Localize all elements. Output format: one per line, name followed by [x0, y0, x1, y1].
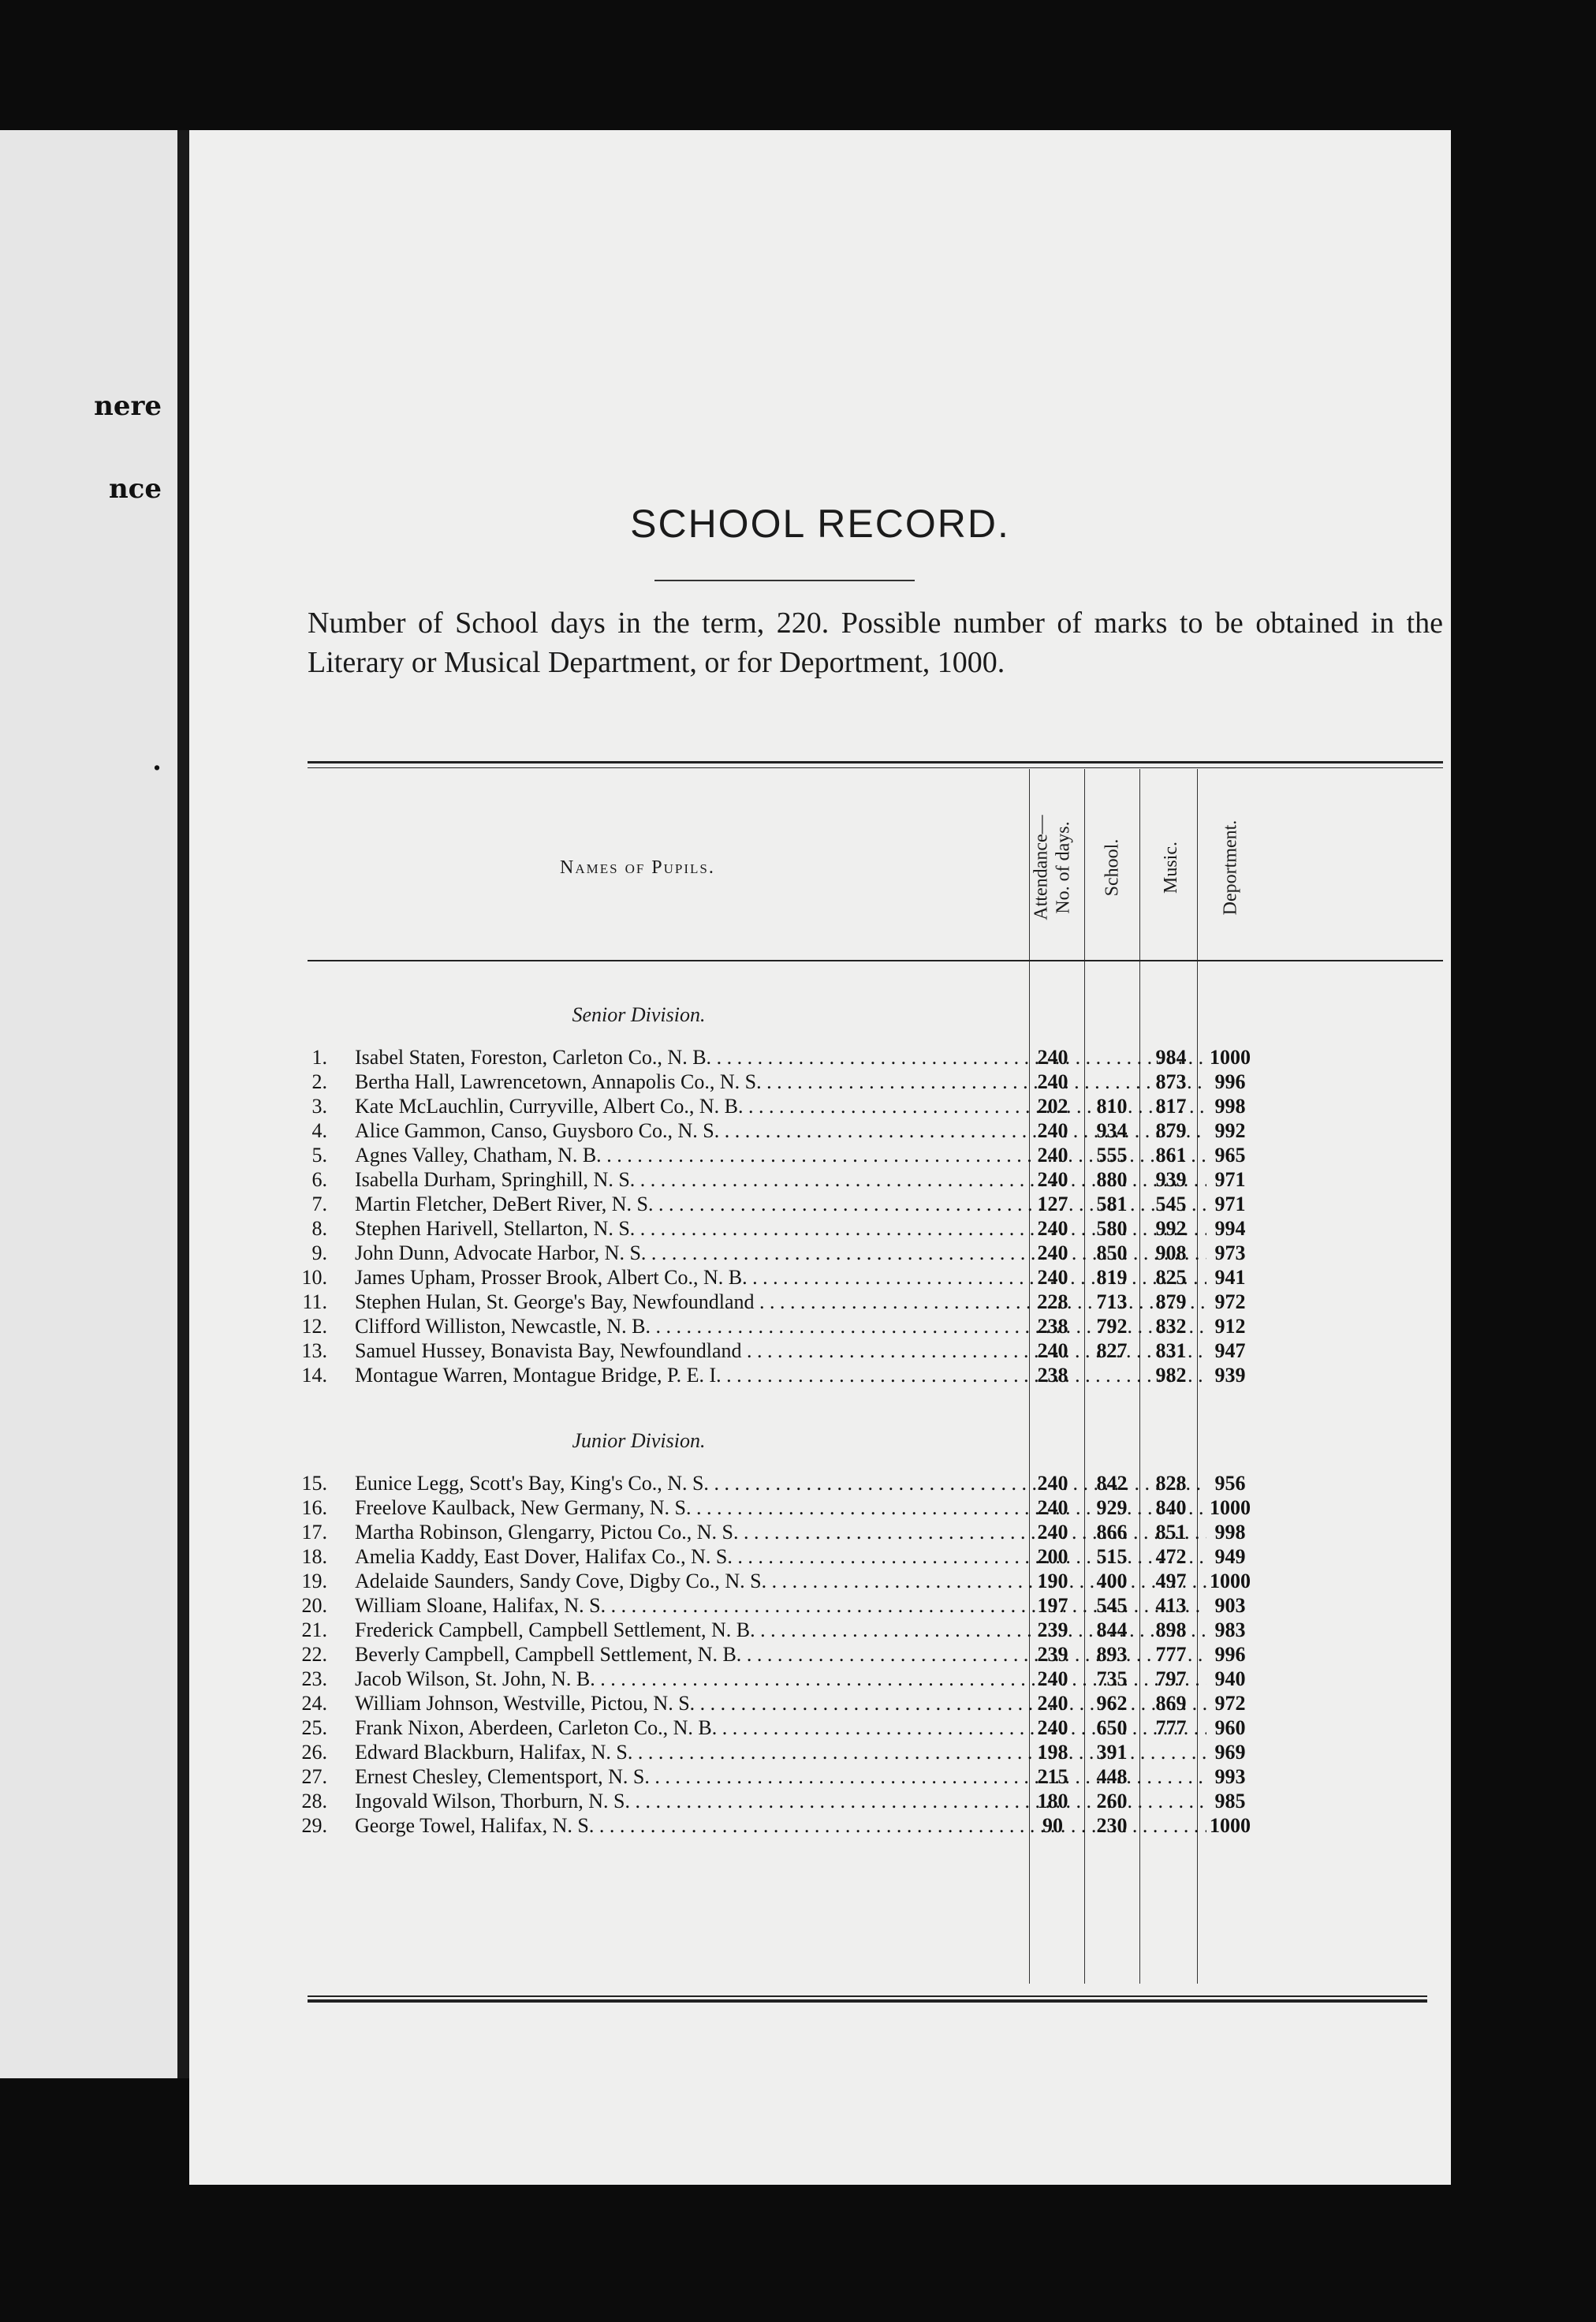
pupil-name: Martin Fletcher, DeBert River, N. S. . . .	[355, 1192, 1206, 1216]
school-mark-cell: 515	[1096, 1545, 1128, 1568]
attendance-cell: 240	[1037, 1266, 1068, 1289]
table-bottom-rule	[308, 1995, 1427, 2003]
row-number: 10.	[301, 1266, 327, 1289]
deportment-column-header	[1199, 777, 1262, 958]
table-row	[189, 1216, 1451, 1241]
school-mark-cell: 866	[1096, 1521, 1128, 1544]
deportment-header-label: Deportment.	[1220, 819, 1241, 916]
music-mark-cell: 817	[1155, 1095, 1187, 1118]
row-number: 25.	[301, 1716, 327, 1739]
school-mark-cell: 844	[1096, 1618, 1128, 1641]
pupil-name: Eunice Legg, Scott's Bay, King's Co., N. S. . . .	[355, 1471, 1206, 1495]
music-mark-cell: 828	[1155, 1472, 1187, 1495]
music-mark-cell: 879	[1155, 1290, 1187, 1313]
table-row	[189, 1520, 1451, 1544]
music-mark-cell: 413	[1155, 1594, 1187, 1617]
deportment-mark-cell: 940	[1214, 1667, 1246, 1690]
table-row	[189, 1118, 1451, 1143]
school-mark-cell: 962	[1096, 1692, 1128, 1715]
pupil-name: Adelaide Saunders, Sandy Cove, Digby Co., N. S. . . .	[355, 1569, 1206, 1593]
deportment-mark-cell: 960	[1214, 1716, 1246, 1739]
school-mark-cell: 929	[1096, 1496, 1128, 1519]
row-number: 15.	[301, 1472, 327, 1495]
table-row	[189, 1143, 1451, 1167]
pupil-name: Clifford Williston, Newcastle, N. B. . . .	[355, 1314, 1206, 1338]
attendance-cell: 240	[1037, 1521, 1068, 1544]
deportment-mark-cell: 992	[1214, 1119, 1246, 1142]
school-header-label: School.	[1102, 838, 1123, 897]
table-row	[189, 1691, 1451, 1715]
attendance-cell: 240	[1037, 1667, 1068, 1690]
deportment-mark-cell: 947	[1214, 1339, 1246, 1362]
music-column-header	[1143, 777, 1199, 958]
row-number: 27.	[301, 1765, 327, 1788]
deportment-mark-cell: 965	[1214, 1144, 1246, 1167]
names-column-header: Names of Pupils.	[560, 857, 715, 878]
music-mark-cell: 831	[1155, 1339, 1187, 1362]
row-number: 4.	[311, 1119, 327, 1142]
school-mark-cell: 260	[1096, 1790, 1128, 1812]
table-row	[189, 1569, 1451, 1593]
school-mark-cell: 842	[1096, 1472, 1128, 1495]
row-number: 8.	[311, 1217, 327, 1240]
attendance-cell: 198	[1037, 1741, 1068, 1764]
deportment-mark-cell: 996	[1214, 1070, 1246, 1093]
row-number: 5.	[311, 1144, 327, 1167]
music-mark-cell: 840	[1155, 1496, 1187, 1519]
pupil-name: Edward Blackburn, Halifax, N. S. . . .	[355, 1740, 1206, 1764]
school-mark-cell: 581	[1096, 1193, 1128, 1215]
table-row	[189, 1544, 1451, 1569]
school-mark-cell: 735	[1096, 1667, 1128, 1690]
music-mark-cell: 861	[1155, 1144, 1187, 1167]
pupil-name: Alice Gammon, Canso, Guysboro Co., N. S. . . .	[355, 1118, 1206, 1143]
music-mark-cell: 879	[1155, 1119, 1187, 1142]
pupil-name: Freelove Kaulback, New Germany, N. S. . . .	[355, 1495, 1206, 1520]
attendance-cell: 240	[1037, 1217, 1068, 1240]
attendance-cell: 240	[1037, 1046, 1068, 1069]
row-number: 13.	[301, 1339, 327, 1362]
row-number: 19.	[301, 1570, 327, 1592]
pupil-name: William Sloane, Halifax, N. S. . . .	[355, 1593, 1206, 1618]
school-mark-cell: 880	[1096, 1168, 1128, 1191]
music-mark-cell: 777	[1155, 1643, 1187, 1666]
attendance-cell: 238	[1037, 1315, 1068, 1338]
table-row	[189, 1290, 1451, 1314]
table-row	[189, 1642, 1451, 1667]
attendance-cell: 240	[1037, 1144, 1068, 1167]
music-mark-cell: 472	[1155, 1545, 1187, 1568]
row-number: 12.	[301, 1315, 327, 1338]
deportment-mark-cell: 996	[1214, 1643, 1246, 1666]
pupil-name: Martha Robinson, Glengarry, Pictou Co., N. S. . . .	[355, 1520, 1206, 1544]
school-mark-cell: 792	[1096, 1315, 1128, 1338]
deportment-mark-cell: 969	[1214, 1741, 1246, 1764]
attendance-cell: 202	[1037, 1095, 1068, 1118]
deportment-mark-cell: 994	[1214, 1217, 1246, 1240]
pupil-name: James Upham, Prosser Brook, Albert Co., N. B. . . .	[355, 1265, 1206, 1290]
table-row	[189, 1167, 1451, 1192]
music-mark-cell: 898	[1155, 1618, 1187, 1641]
deportment-mark-cell: 956	[1214, 1472, 1246, 1495]
row-number: 3.	[311, 1095, 327, 1118]
table-row	[189, 1045, 1451, 1070]
table-row	[189, 1593, 1451, 1618]
attendance-cell: 127	[1037, 1193, 1068, 1215]
junior-division-heading: Junior Division.	[572, 1429, 706, 1452]
table-top-rule	[308, 761, 1443, 768]
title-rule	[654, 580, 915, 581]
school-mark-cell: 230	[1096, 1814, 1128, 1837]
deportment-mark-cell: 998	[1214, 1095, 1246, 1118]
deportment-mark-cell: 1000	[1210, 1814, 1251, 1837]
table-row	[189, 1715, 1451, 1740]
music-mark-cell: 497	[1155, 1570, 1187, 1592]
table-row	[189, 1495, 1451, 1520]
row-number: 1.	[311, 1046, 327, 1069]
attendance-cell: 240	[1037, 1339, 1068, 1362]
row-number: 20.	[301, 1594, 327, 1617]
row-number: 16.	[301, 1496, 327, 1519]
school-mark-cell: 934	[1096, 1119, 1128, 1142]
table-row	[189, 1094, 1451, 1118]
pupil-name: John Dunn, Advocate Harbor, N. S. . . .	[355, 1241, 1206, 1265]
pupil-name: Stephen Harivell, Stellarton, N. S. . . .	[355, 1216, 1206, 1241]
row-number: 26.	[301, 1741, 327, 1764]
left-fragment-1: nere	[94, 390, 162, 422]
table-row	[189, 1363, 1451, 1387]
table-row	[189, 1314, 1451, 1338]
attendance-cell: 90	[1042, 1814, 1063, 1837]
table-row	[189, 1618, 1451, 1642]
school-mark-cell: 391	[1096, 1741, 1128, 1764]
music-mark-cell: 832	[1155, 1315, 1187, 1338]
attendance-cell: 200	[1037, 1545, 1068, 1568]
row-number: 24.	[301, 1692, 327, 1715]
table-row	[189, 1667, 1451, 1691]
school-mark-cell: 850	[1096, 1241, 1128, 1264]
pupil-name: Agnes Valley, Chatham, N. B. . . .	[355, 1143, 1206, 1167]
row-number: 7.	[311, 1193, 327, 1215]
music-mark-cell: 984	[1155, 1046, 1187, 1069]
previous-page-fragment	[0, 130, 177, 2078]
music-mark-cell: 869	[1155, 1692, 1187, 1715]
attendance-cell: 240	[1037, 1692, 1068, 1715]
pupil-name: Samuel Hussey, Bonavista Bay, Newfoundland . . .	[355, 1338, 1206, 1363]
deportment-mark-cell: 1000	[1210, 1570, 1251, 1592]
school-mark-cell: 400	[1096, 1570, 1128, 1592]
deportment-mark-cell: 993	[1214, 1765, 1246, 1788]
deportment-mark-cell: 985	[1214, 1790, 1246, 1812]
music-mark-cell: 545	[1155, 1193, 1187, 1215]
deportment-mark-cell: 972	[1214, 1692, 1246, 1715]
school-mark-cell: 893	[1096, 1643, 1128, 1666]
attendance-cell: 239	[1037, 1643, 1068, 1666]
row-number: 11.	[302, 1290, 327, 1313]
left-fragment-2: nce	[108, 473, 162, 505]
table-row	[189, 1740, 1451, 1764]
attendance-header-label: Attendance— No. of days.	[1031, 815, 1074, 920]
deportment-mark-cell: 971	[1214, 1168, 1246, 1191]
senior-division-heading: Senior Division.	[572, 1003, 706, 1026]
music-mark-cell: 825	[1155, 1266, 1187, 1289]
deportment-mark-cell: 939	[1214, 1364, 1246, 1387]
attendance-cell: 240	[1037, 1496, 1068, 1519]
pupil-name: George Towel, Halifax, N. S. . . .	[355, 1813, 1206, 1838]
header-bottom-rule	[308, 960, 1443, 961]
music-mark-cell: 873	[1155, 1070, 1187, 1093]
attendance-column-header	[1025, 777, 1080, 958]
row-number: 22.	[301, 1643, 327, 1666]
table-row	[189, 1192, 1451, 1216]
table-row	[189, 1789, 1451, 1813]
school-column-header	[1084, 777, 1139, 958]
table-row	[189, 1265, 1451, 1290]
school-mark-cell: 448	[1096, 1765, 1128, 1788]
left-fragment-3: .	[152, 745, 162, 777]
pupil-name: Ernest Chesley, Clementsport, N. S. . . .	[355, 1764, 1206, 1789]
attendance-cell: 240	[1037, 1472, 1068, 1495]
attendance-cell: 197	[1037, 1594, 1068, 1617]
attendance-cell: 240	[1037, 1241, 1068, 1264]
music-mark-cell: 982	[1155, 1364, 1187, 1387]
school-mark-cell: 810	[1096, 1095, 1128, 1118]
music-mark-cell: 851	[1155, 1521, 1187, 1544]
deportment-mark-cell: 1000	[1210, 1046, 1251, 1069]
music-mark-cell: 939	[1155, 1168, 1187, 1191]
attendance-cell: 240	[1037, 1716, 1068, 1739]
pupil-name: Isabella Durham, Springhill, N. S. . . .	[355, 1167, 1206, 1192]
table-row	[189, 1338, 1451, 1363]
music-mark-cell: 992	[1155, 1217, 1187, 1240]
pupil-name: Beverly Campbell, Campbell Settlement, N. B. . . .	[355, 1642, 1206, 1667]
school-mark-cell: 819	[1096, 1266, 1128, 1289]
attendance-cell: 215	[1037, 1765, 1068, 1788]
attendance-cell: 240	[1037, 1119, 1068, 1142]
pupil-name: William Johnson, Westville, Pictou, N. S. . . .	[355, 1691, 1206, 1715]
row-number: 2.	[311, 1070, 327, 1093]
intro-paragraph: Number of School days in the term, 220. Possible number of marks to be obtained in the Literary or Musical Department, or for Deportment, 1000.	[308, 607, 1443, 679]
school-mark-cell: 827	[1096, 1339, 1128, 1362]
row-number: 14.	[301, 1364, 327, 1387]
row-number: 29.	[301, 1814, 327, 1837]
row-number: 21.	[301, 1618, 327, 1641]
school-mark-cell: 545	[1096, 1594, 1128, 1617]
pupil-name: Amelia Kaddy, East Dover, Halifax Co., N. S. . . .	[355, 1544, 1206, 1569]
row-number: 6.	[311, 1168, 327, 1191]
row-number: 18.	[301, 1545, 327, 1568]
pupil-name: Montague Warren, Montague Bridge, P. E. I. . . .	[355, 1363, 1206, 1387]
music-mark-cell: 777	[1155, 1716, 1187, 1739]
document-page	[189, 130, 1451, 2185]
school-mark-cell: 580	[1096, 1217, 1128, 1240]
row-number: 17.	[301, 1521, 327, 1544]
attendance-cell: 239	[1037, 1618, 1068, 1641]
pupil-name: Stephen Hulan, St. George's Bay, Newfoundland . . .	[355, 1290, 1206, 1314]
pupil-name: Ingovald Wilson, Thorburn, N. S. . . .	[355, 1789, 1206, 1813]
pupil-name: Kate McLauchlin, Curryville, Albert Co., N. B. . . .	[355, 1094, 1206, 1118]
deportment-mark-cell: 949	[1214, 1545, 1246, 1568]
deportment-mark-cell: 1000	[1210, 1496, 1251, 1519]
attendance-cell: 238	[1037, 1364, 1068, 1387]
deportment-mark-cell: 972	[1214, 1290, 1246, 1313]
table-row	[189, 1241, 1451, 1265]
music-header-label: Music.	[1161, 842, 1181, 894]
attendance-cell: 240	[1037, 1070, 1068, 1093]
page-title: SCHOOL RECORD.	[630, 502, 1010, 546]
table-row	[189, 1070, 1451, 1094]
deportment-mark-cell: 912	[1214, 1315, 1246, 1338]
deportment-mark-cell: 971	[1214, 1193, 1246, 1215]
attendance-cell: 228	[1037, 1290, 1068, 1313]
deportment-mark-cell: 998	[1214, 1521, 1246, 1544]
table-row	[189, 1813, 1451, 1838]
attendance-cell: 190	[1037, 1570, 1068, 1592]
row-number: 23.	[301, 1667, 327, 1690]
senior-division-rows	[189, 1045, 1451, 1387]
deportment-mark-cell: 973	[1214, 1241, 1246, 1264]
school-mark-cell: 650	[1096, 1716, 1128, 1739]
deportment-mark-cell: 941	[1214, 1266, 1246, 1289]
junior-division-rows	[189, 1471, 1451, 1838]
pupil-name: Frederick Campbell, Campbell Settlement, N. B. . . .	[355, 1618, 1206, 1642]
table-row	[189, 1764, 1451, 1789]
music-mark-cell: 797	[1155, 1667, 1187, 1690]
table-row	[189, 1471, 1451, 1495]
deportment-mark-cell: 903	[1214, 1594, 1246, 1617]
school-mark-cell: 713	[1096, 1290, 1128, 1313]
attendance-cell: 240	[1037, 1168, 1068, 1191]
attendance-cell: 180	[1037, 1790, 1068, 1812]
row-number: 9.	[311, 1241, 327, 1264]
music-mark-cell: 908	[1155, 1241, 1187, 1264]
pupil-name: Bertha Hall, Lawrencetown, Annapolis Co., N. S. . . .	[355, 1070, 1206, 1094]
pupil-name: Frank Nixon, Aberdeen, Carleton Co., N. B. . . .	[355, 1715, 1206, 1740]
row-number: 28.	[301, 1790, 327, 1812]
school-mark-cell: 555	[1096, 1144, 1128, 1167]
deportment-mark-cell: 983	[1214, 1618, 1246, 1641]
pupil-name: Jacob Wilson, St. John, N. B. . . .	[355, 1667, 1206, 1691]
pupil-name: Isabel Staten, Foreston, Carleton Co., N. B. . . .	[355, 1045, 1206, 1070]
